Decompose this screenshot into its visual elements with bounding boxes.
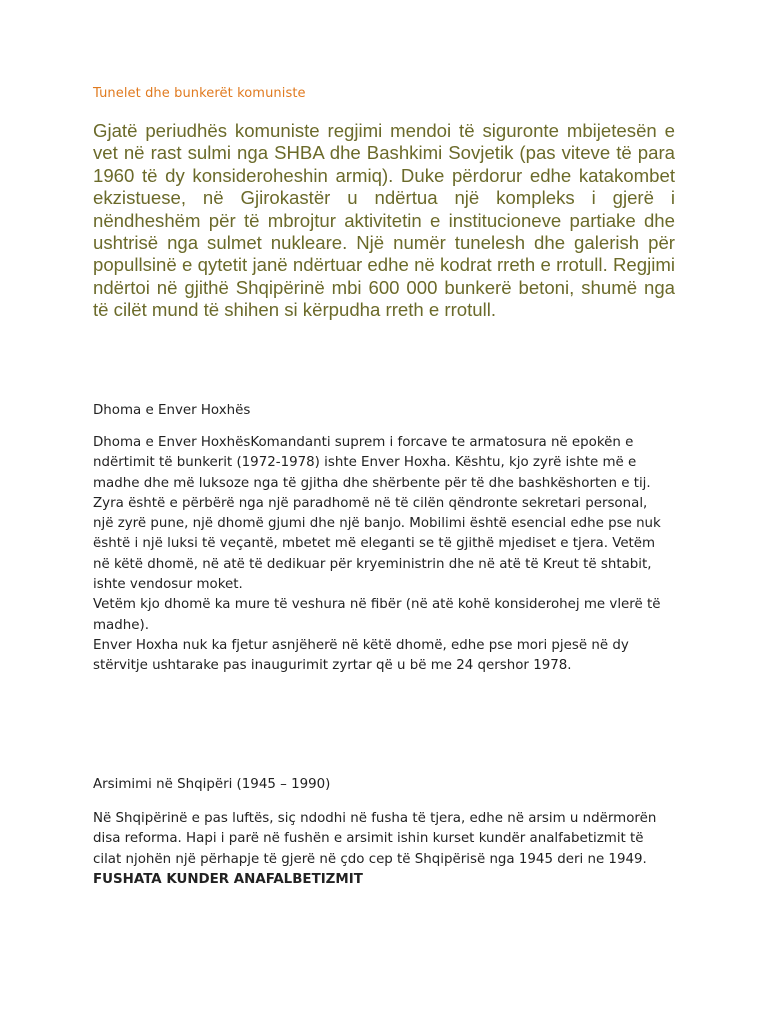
enver-room-paragraph-2: Vetëm kjo dhomë ka mure të veshura në fibër (në atë kohë konsiderohej me vlerë të madhe).: [93, 597, 661, 633]
education-paragraph-1: Në Shqipërinë e pas luftës, siç ndodhi në fusha të tjera, edhe në arsim u ndërmorën disa reforma. Hapi i parë në fushën e arsimit ishin kurset kundër analfabetizmit të cilat njohën një përhapje të gjerë në çdo cep të Shqipërisë nga 1945 deri ne 1949.: [93, 811, 657, 867]
enver-room-body: [93, 433, 663, 677]
education-body: [93, 809, 663, 890]
section-title-education: Arsimimi në Shqipëri (1945 – 1990): [93, 777, 331, 792]
section-heading-tunnels: Tunelet dhe bunkerët komuniste: [93, 86, 306, 101]
enver-room-paragraph-1: Dhoma e Enver HoxhësKomandanti suprem i forcave te armatosura në epokën e ndërtimit të bunkerit (1972-1978) ishte Enver Hoxha. Kështu, kjo zyrë ishte më e madhe dhe më luksoze nga të gjitha dhe shërbente për të dhe bashkëshorten e tij. Zyra është e përbërë nga një paradhomë në të cilën qëndronte sekretari personal, një zyrë pune, një dhomë gjumi dhe një banjo. Mobilimi është esencial edhe pse nuk është i një luksi të veçantë, mbetet më eleganti se të gjithë mjediset e tjera. Vetëm në këtë dhomë, në atë të dedikuar për kryeministrin dhe në atë të Kreut të shtabit, ishte vendosur moket.: [93, 435, 661, 593]
education-bold-heading: FUSHATA KUNDER ANAFALBETIZMIT: [93, 871, 363, 887]
enver-room-paragraph-3: Enver Hoxha nuk ka fjetur asnjëherë në këtë dhomë, edhe pse mori pjesë në dy stërvitje ushtarake pas inaugurimit zyrtar që u bë me 24 qershor 1978.: [93, 637, 629, 674]
tunnels-paragraph: Gjatë periudhës komuniste regjimi mendoi të siguronte mbijetesën e vet në rast sulmi nga SHBA dhe Bashkimi Sovjetik (pas viteve të para 1960 të dy konsideroheshin armiq). Duke përdorur edhe katakombet ekzistuese, në Gjirokastër u ndërtua një kompleks i gjerë i nëndheshëm për të mbrojtur aktivitetin e institucioneve partiake dhe ushtrisë nga sulmet nukleare. Një numër tunelesh dhe galerish për popullsinë e qytetit janë ndërtuar edhe në kodrat rreth e rrotull. Regjimi ndërtoi në gjithë Shqipërinë mbi 600 000 bunkerë betoni, shumë nga të cilët mund të shihen si kërpudha rreth e rrotull.: [93, 120, 675, 321]
section-title-enver-room: Dhoma e Enver Hoxhës: [93, 403, 251, 418]
